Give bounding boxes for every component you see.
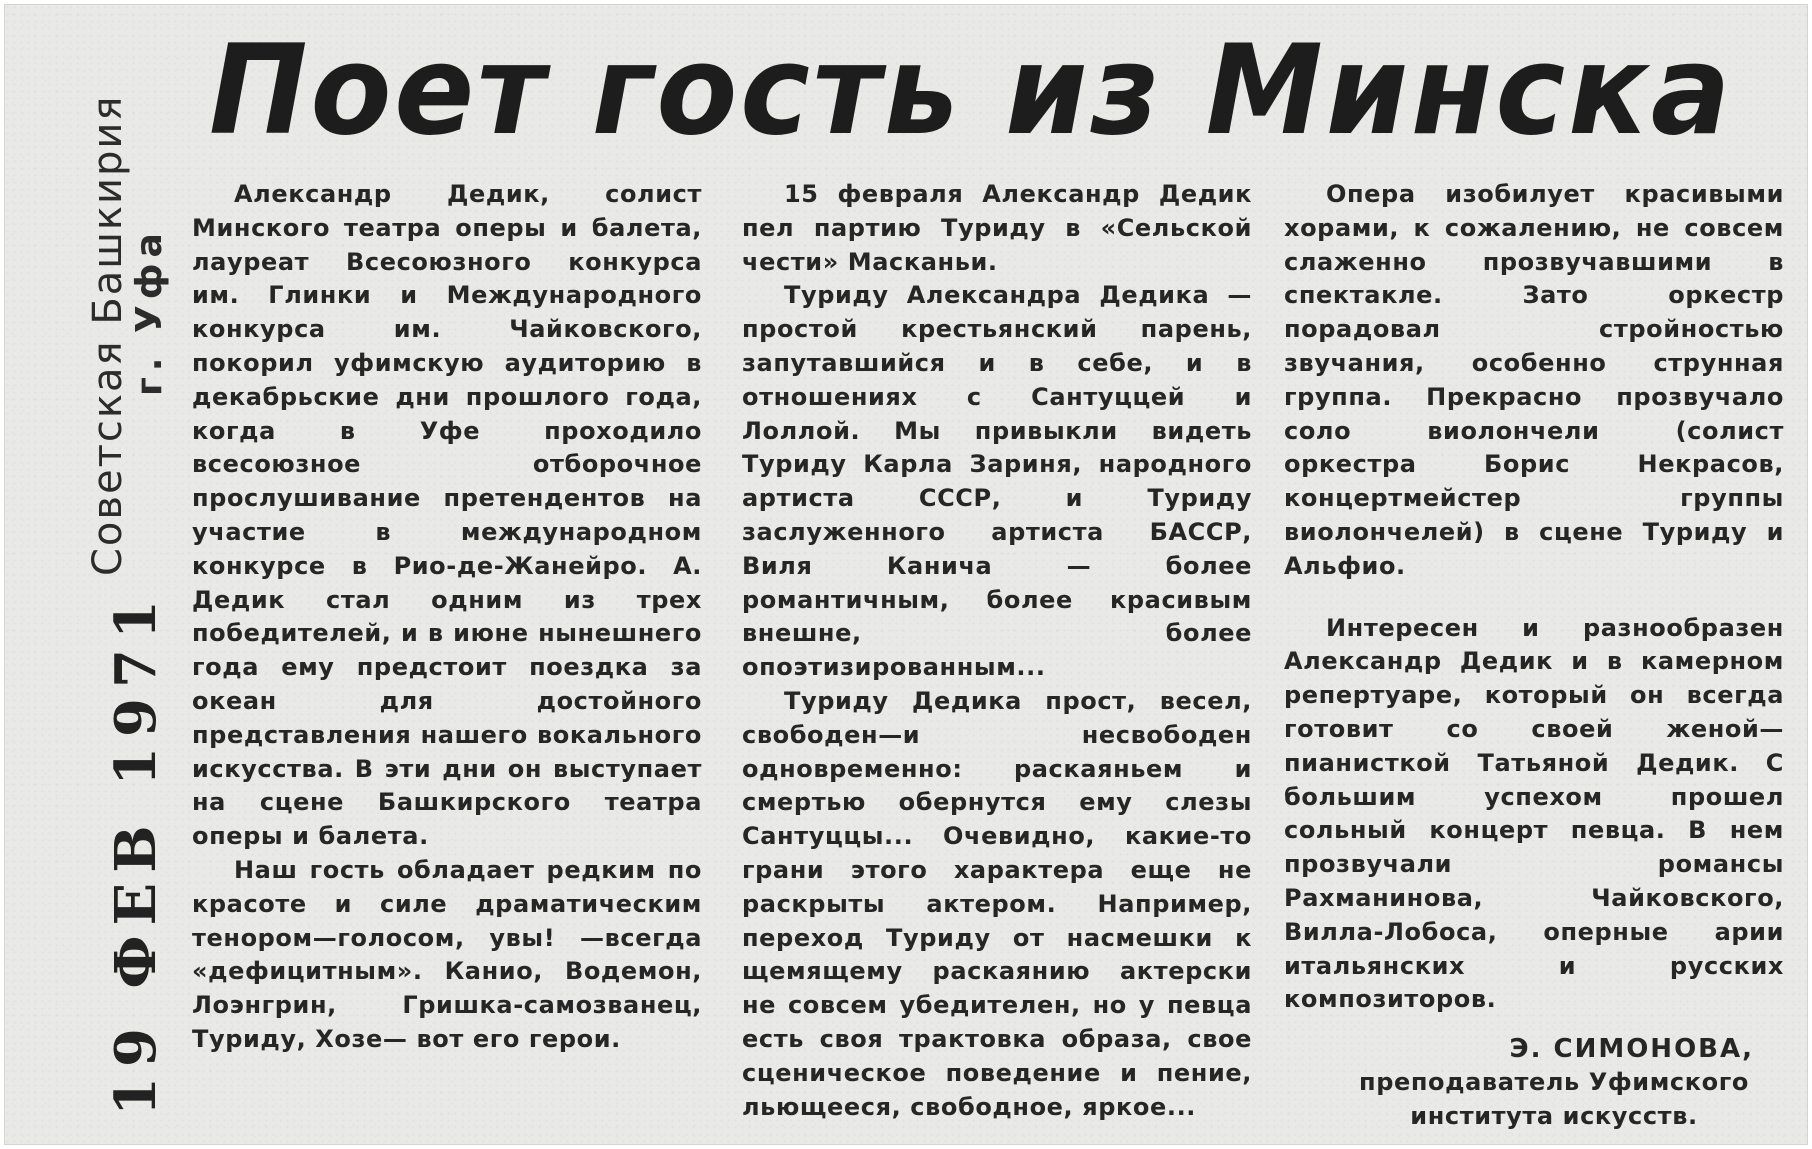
- article-column-3: [1284, 178, 1784, 1017]
- article-column-2: [742, 178, 1252, 1124]
- paragraph: Туриду Александра Дедика —простой крестьянский парень, запутавшийся и в себе, и в отношениях с Сантуццей и Лоллой. Мы привыкли видеть Туриду Карла Зариня, народного артиста СССР, и Туриду заслуженного артиста БАССР, Виля Канича — более романтичным, более красивым внешне, более опоэтизированным...: [742, 281, 1252, 682]
- author-title: преподаватель Уфимского института искусств.: [1359, 1068, 1749, 1130]
- stamp-city: г. Уфа: [129, 227, 170, 396]
- paragraph: 15 февраля Александр Дедик пел партию Туриду в «Сельской чести» Масканьи.: [742, 180, 1252, 276]
- newspaper-clipping: [4, 4, 1808, 1145]
- article-column-1: [192, 178, 702, 1057]
- paragraph: Александр Дедик, солист Минского театра оперы и балета, лауреат Всесоюзного конкурса им. Глинки и Международного конкурса им. Чайковского, покорил уфимскую аудиторию в декабрьские дни прошлого года, когда в Уфе проходило всесоюзное отборочное прослушивание претендентов на участие в международном конкурсе в Рио-де-Жанейро. А. Дедик стал одним из трех победителей, и в июне нынешнего года ему предстоит поездка за океан для достойного представления нашего вокального искусства. В эти дни он выступает на сцене Башкирского театра оперы и балета.: [192, 180, 702, 851]
- stamp-newspaper-name: Советская Башкирия: [85, 94, 131, 576]
- stamp-date: 19 ФЕВ 1971: [103, 590, 169, 1116]
- byline: [1344, 1032, 1764, 1134]
- archive-stamp: [32, 4, 172, 1145]
- paragraph: Интересен и разнообразен Александр Дедик и в камерном репертуаре, который он всегда готовит со своей женой—пианисткой Татьяной Дедик. С большим успехом прошел сольный концерт певца. В нем прозвучали романсы Рахманинова, Чайковского, Вилла-Лобоса, оперные арии итальянских и русских композиторов.: [1284, 613, 1784, 1014]
- paragraph: Наш гость обладает редким по красоте и силе драматическим тенором—голосом, увы! —всегда «дефицитным». Канио, Водемон, Лоэнгрин, Гришка-самозванец, Туриду, Хозе— вот его герои.: [192, 855, 702, 1053]
- paragraph: Опера изобилует красивыми хорами, к сожалению, не совсем слаженно прозвучавшими в спектакле. Зато оркестр порадовал стройностью звучания, особенно струнная группа. Прекрасно прозвучало соло виолончели (солист оркестра Борис Некрасов, концертмейстер группы виолончелей) в сцене Туриду и Альфио.: [1284, 180, 1784, 580]
- paragraph: Туриду Дедика прост, весел, свободен—и несвободен одновременно: раскаяньем и смертью обернутся ему слезы Сантуццы... Очевидно, какие-то грани этого характера еще не раскрыты актером. Например, переход Туриду от насмешки к щемящему раскаянию актерски не совсем убедителен, но у певца есть своя трактовка образа, свое сценическое поведение и пение, льющееся, свободное, яркое...: [742, 686, 1252, 1121]
- article-headline: Поет гость из Минска: [209, 19, 1734, 163]
- author-name: Э. СИМОНОВА,: [1509, 1034, 1754, 1064]
